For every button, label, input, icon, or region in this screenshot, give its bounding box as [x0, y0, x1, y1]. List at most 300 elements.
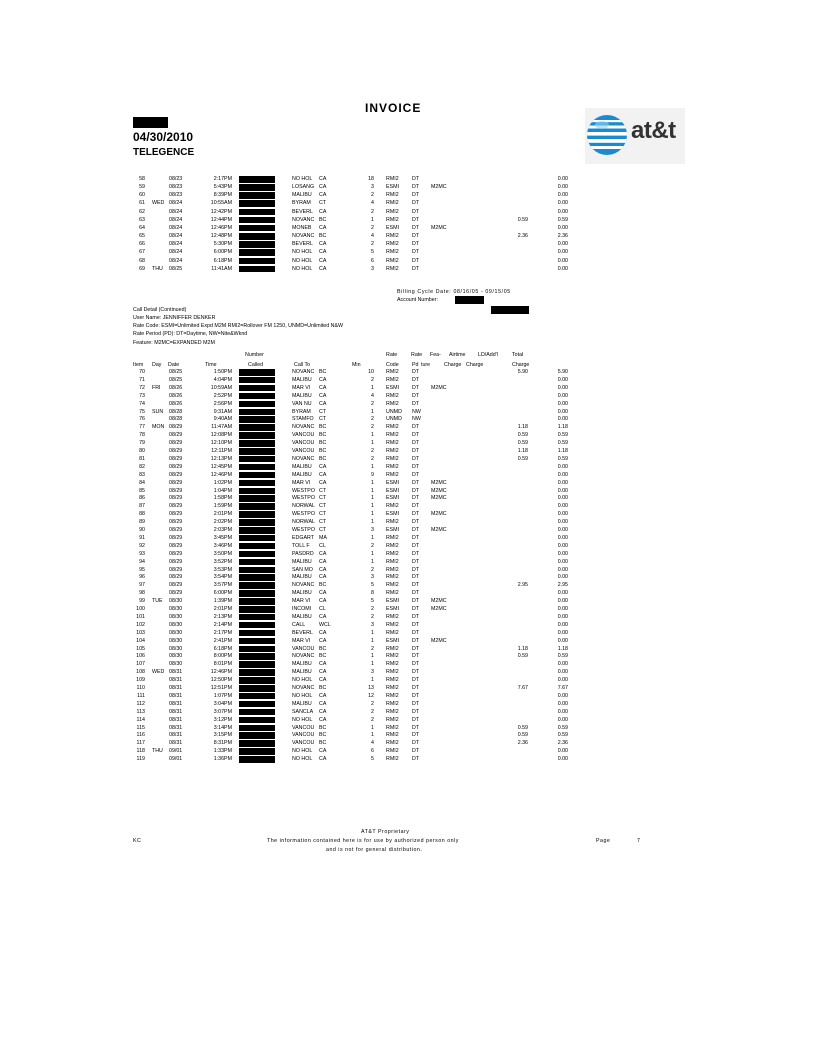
redacted-number [239, 209, 275, 216]
redacted-number [239, 622, 275, 629]
cell-pd: DT [412, 184, 420, 191]
cell-item: 82 [139, 463, 145, 470]
cell-state: CA [319, 184, 327, 191]
cell-date: 08/30 [169, 598, 183, 605]
cell-total: 5.90 [557, 369, 568, 375]
cell-called: NO HOL [292, 265, 313, 272]
cell-pd: DT [412, 200, 420, 207]
cell-code: ESMI [386, 479, 399, 486]
cell-code: RMI2 [386, 208, 399, 215]
cell-date: 08/30 [169, 606, 183, 612]
footer-page-label: Page [596, 838, 611, 844]
cell-code: ESMI [386, 511, 399, 518]
cell-called: SANCLA [292, 708, 314, 715]
cell-pd: DT [412, 700, 420, 707]
table-row [0, 669, 816, 676]
cell-time: 12:10PM [210, 440, 232, 447]
cell-called: EDGART [292, 534, 314, 541]
cell-called: PASDRD [292, 550, 314, 557]
cell-min: 5 [371, 756, 374, 763]
cell-pd: DT [412, 233, 420, 240]
cell-time: 5:30PM [213, 241, 232, 248]
cell-called: NOVANC [292, 424, 315, 431]
cell-pd: DT [412, 661, 420, 668]
cell-called: VANCOU [292, 645, 315, 652]
cell-date: 08/29 [169, 432, 183, 439]
cell-pd: DT [412, 495, 420, 502]
cell-date: 08/30 [169, 661, 183, 668]
table-row [0, 527, 816, 534]
cell-pd: DT [412, 471, 420, 478]
cell-pd: DT [412, 400, 420, 407]
redacted-number [239, 217, 275, 224]
cell-item: 106 [136, 653, 145, 660]
cell-time: 8:31PM [213, 740, 232, 747]
cell-state: CT [319, 527, 327, 533]
table-row [0, 622, 816, 629]
cell-code: RMI2 [386, 392, 399, 399]
cell-item: 109 [136, 677, 145, 684]
cell-pd: DT [412, 432, 420, 439]
cell-code: RMI2 [386, 621, 399, 628]
cell-pd: NW [412, 416, 421, 423]
cell-time: 12:46PM [210, 224, 232, 231]
detail-line-5: Feature: M2MC=EXPANDED M2M [133, 340, 215, 346]
cell-pd: DT [412, 463, 420, 470]
table-row [0, 258, 816, 265]
cell-called: LOSANG [292, 184, 315, 191]
invoice-title: INVOICE [365, 101, 422, 115]
cell-total: 0.00 [557, 566, 568, 573]
cell-day: THU [152, 748, 163, 755]
cell-called: VANCOU [292, 440, 315, 447]
cell-item: 116 [136, 732, 145, 739]
redacted-number [239, 385, 275, 392]
table-row [0, 176, 816, 183]
cell-state: CA [319, 550, 327, 557]
table-row [0, 748, 816, 755]
cell-total: 2.95 [557, 582, 568, 589]
cell-code: ESMI [386, 495, 399, 502]
redacted-number [239, 574, 275, 581]
cell-date: 08/24 [169, 241, 183, 248]
cell-pd: DT [412, 527, 420, 533]
cell-pd: DT [412, 479, 420, 486]
cell-time: 3:45PM [213, 534, 232, 541]
cell-item: 76 [139, 416, 145, 423]
cell-date: 08/29 [169, 550, 183, 557]
cell-date: 08/29 [169, 495, 183, 502]
cell-code: RMI2 [386, 629, 399, 636]
redacted-number [239, 669, 275, 676]
cell-code: RMI2 [386, 613, 399, 620]
cell-code: RMI2 [386, 534, 399, 541]
cell-pd: DT [412, 724, 420, 731]
table-row [0, 614, 816, 621]
cell-time: 2:52PM [213, 392, 232, 399]
cell-code: RMI2 [386, 582, 399, 589]
cell-total: 0.00 [557, 503, 568, 510]
cell-pd: DT [412, 265, 420, 272]
cell-called: MALIBU [292, 590, 312, 597]
cell-total: 0.00 [557, 479, 568, 486]
redacted-number [239, 225, 275, 232]
cell-min: 5 [371, 249, 374, 256]
cell-state: CA [319, 400, 327, 407]
cell-pd: DT [412, 692, 420, 699]
cell-time: 1:33PM [213, 748, 232, 755]
cell-state: BC [319, 724, 327, 731]
cell-item: 68 [139, 257, 145, 264]
cell-date: 08/29 [169, 455, 183, 462]
cell-state: BC [319, 424, 327, 431]
cell-day: TUE [152, 598, 163, 605]
cell-pd: DT [412, 677, 420, 684]
redacted-number [239, 424, 275, 431]
cell-code: RMI2 [386, 550, 399, 557]
redacted-number [239, 638, 275, 645]
cell-state: CA [319, 661, 327, 668]
cell-state: CA [319, 176, 327, 182]
cell-code: RMI2 [386, 176, 399, 182]
cell-date: 08/29 [169, 566, 183, 573]
table-row [0, 598, 816, 605]
redacted-number [239, 249, 275, 256]
cell-pd: DT [412, 629, 420, 636]
cell-time: 8:01PM [213, 661, 232, 668]
cell-air: 0.59 [517, 455, 528, 462]
cell-total: 0.00 [557, 629, 568, 636]
cell-state: CT [319, 519, 327, 526]
cell-min: 12 [368, 692, 374, 699]
cell-state: BC [319, 455, 327, 462]
cell-min: 1 [371, 487, 374, 494]
cell-called: NO HOL [292, 176, 313, 182]
cell-called: VAN NU [292, 400, 312, 407]
table-row [0, 369, 816, 376]
cell-code: ESMI [386, 384, 399, 391]
cell-called: BYRAM [292, 408, 311, 415]
cell-air: 2.36 [517, 233, 528, 240]
cell-called: BYRAM [292, 200, 311, 207]
cell-date: 08/31 [169, 724, 183, 731]
cell-item: 103 [136, 629, 145, 636]
redacted-number [239, 377, 275, 384]
cell-date: 08/31 [169, 685, 183, 691]
cell-date: 08/31 [169, 740, 183, 747]
cell-date: 08/26 [169, 392, 183, 399]
table-row [0, 448, 816, 455]
cell-state: CA [319, 629, 327, 636]
cell-pd: DT [412, 716, 420, 723]
cell-called: WESTPO [292, 487, 315, 494]
redacted-number [239, 748, 275, 755]
cell-pd: DT [412, 732, 420, 739]
cell-total: 0.00 [557, 249, 568, 256]
header-charge2: Charge [466, 362, 484, 368]
invoice-date: 04/30/2010 [133, 130, 194, 144]
table-row [0, 756, 816, 763]
redacted-number [239, 369, 275, 376]
cell-code: RMI2 [386, 471, 399, 478]
cell-pd: DT [412, 637, 420, 644]
cell-state: CA [319, 384, 327, 391]
cell-min: 3 [371, 669, 374, 676]
cell-pd: DT [412, 558, 420, 565]
detail-line-4: Rate Period (PD): DT=Daytime, NW=Nite&Wknd [133, 331, 248, 337]
cell-feat: M2MC [431, 224, 447, 231]
cell-time: 12:42PM [210, 208, 232, 215]
cell-state: BC [319, 448, 327, 454]
cell-called: NO HOL [292, 257, 313, 264]
logo-text: at&t [631, 117, 676, 144]
cell-date: 08/24 [169, 224, 183, 231]
cell-code: RMI2 [386, 645, 399, 652]
table-row [0, 661, 816, 668]
cell-code: RMI2 [386, 685, 399, 691]
table-row [0, 630, 816, 637]
cell-item: 63 [139, 216, 145, 223]
cell-time: 1:36PM [213, 756, 232, 763]
cell-item: 111 [136, 692, 145, 699]
cell-called: MALIBU [292, 669, 312, 676]
cell-date: 08/28 [169, 416, 183, 423]
table-row [0, 464, 816, 471]
cell-time: 12:11PM [211, 448, 232, 454]
cell-total: 0.00 [557, 708, 568, 715]
cell-state: CA [319, 637, 327, 644]
cell-feat: M2MC [431, 495, 447, 502]
cell-time: 1:58PM [213, 495, 232, 502]
header-date: Date [168, 362, 180, 368]
cell-date: 08/23 [169, 192, 183, 199]
cell-time: 6:00PM [213, 249, 232, 256]
cell-called: VANCOU [292, 740, 315, 747]
cell-item: 66 [139, 241, 145, 248]
table-row [0, 416, 816, 423]
cell-min: 1 [371, 637, 374, 644]
cell-item: 70 [139, 369, 145, 375]
cell-total: 0.00 [557, 613, 568, 620]
redacted-number [239, 258, 275, 265]
cell-feat: M2MC [431, 598, 447, 605]
cell-called: MALIBU [292, 558, 312, 565]
cell-total: 0.00 [557, 224, 568, 231]
cell-pd: DT [412, 613, 420, 620]
cell-pd: DT [412, 708, 420, 715]
cell-date: 08/29 [169, 511, 183, 518]
cell-pd: DT [412, 376, 420, 383]
cell-state: CA [319, 756, 327, 763]
att-logo [585, 108, 685, 164]
cell-code: RMI2 [386, 455, 399, 462]
cell-item: 118 [136, 748, 145, 755]
cell-date: 08/29 [169, 590, 183, 597]
cell-item: 97 [139, 582, 145, 589]
cell-code: RMI2 [386, 716, 399, 723]
cell-item: 114 [136, 716, 145, 723]
cell-time: 3:57PM [213, 582, 232, 589]
cell-called: MALIBU [292, 700, 312, 707]
cell-date: 08/24 [169, 233, 183, 240]
cell-air: 2.36 [517, 740, 528, 747]
table-row [0, 440, 816, 447]
cell-pd: DT [412, 685, 420, 691]
cell-date: 08/24 [169, 249, 183, 256]
cell-date: 08/30 [169, 621, 183, 628]
cell-called: MAR VI [292, 598, 311, 605]
redacted-number [239, 598, 275, 605]
cell-total: 0.00 [557, 376, 568, 383]
cell-item: 61 [139, 200, 145, 207]
cell-date: 08/29 [169, 440, 183, 447]
cell-min: 13 [368, 685, 374, 691]
cell-pd: DT [412, 455, 420, 462]
header-code: Code [386, 362, 399, 368]
cell-min: 1 [371, 408, 374, 415]
table-row [0, 472, 816, 479]
cell-code: RMI2 [386, 463, 399, 470]
cell-pd: DT [412, 392, 420, 399]
cell-time: 2:56PM [213, 400, 232, 407]
cell-feat: M2MC [431, 606, 447, 612]
cell-state: BC [319, 432, 327, 439]
cell-item: 89 [139, 519, 145, 526]
cell-code: RMI2 [386, 558, 399, 565]
cell-item: 59 [139, 184, 145, 191]
cell-min: 18 [368, 176, 374, 182]
redacted-number [239, 551, 275, 558]
cell-total: 0.00 [557, 700, 568, 707]
cell-min: 5 [371, 598, 374, 605]
cell-item: 86 [139, 495, 145, 502]
table-row [0, 646, 816, 653]
cell-state: CA [319, 748, 327, 755]
cell-min: 4 [371, 233, 374, 240]
cell-called: VANCOU [292, 724, 315, 731]
cell-total: 0.59 [557, 455, 568, 462]
cell-item: 81 [139, 455, 145, 462]
cell-item: 75 [139, 408, 145, 415]
cell-state: CT [319, 408, 327, 415]
cell-state: BC [319, 369, 327, 375]
cell-date: 08/25 [169, 265, 183, 272]
cell-pd: DT [412, 192, 420, 199]
cell-min: 1 [371, 661, 374, 668]
cell-time: 2:03PM [213, 527, 232, 533]
cell-called: NORWAL [292, 519, 315, 526]
cell-total: 2.36 [557, 740, 568, 747]
cell-state: CA [319, 708, 327, 715]
table-row [0, 377, 816, 384]
redacted-number [239, 503, 275, 510]
cell-total: 1.18 [557, 448, 568, 454]
cell-min: 2 [371, 566, 374, 573]
cell-code: RMI2 [386, 542, 399, 549]
cell-state: BC [319, 216, 327, 223]
cell-pd: DT [412, 748, 420, 755]
redacted-number [239, 184, 275, 191]
cell-code: RMI2 [386, 708, 399, 715]
cell-item: 113 [136, 708, 145, 715]
cell-min: 2 [371, 455, 374, 462]
table-row [0, 559, 816, 566]
cell-total: 0.00 [557, 192, 568, 199]
cell-code: RMI2 [386, 590, 399, 597]
cell-pd: DT [412, 440, 420, 447]
cell-feat: M2MC [431, 384, 447, 391]
footer-distribution: and is not for general distribution. [326, 847, 423, 853]
cell-state: CA [319, 249, 327, 256]
cell-called: NOVANC [292, 216, 315, 223]
cell-time: 12:46PM [210, 471, 232, 478]
cell-item: 87 [139, 503, 145, 510]
cell-item: 105 [136, 645, 145, 652]
cell-pd: DT [412, 216, 420, 223]
cell-date: 08/29 [169, 463, 183, 470]
cell-called: NORWAL [292, 503, 315, 510]
cell-time: 3:15PM [213, 732, 232, 739]
cell-time: 12:51PM [210, 685, 232, 691]
cell-day: WED [152, 669, 165, 676]
cell-called: MONEB [292, 224, 312, 231]
cell-code: RMI2 [386, 740, 399, 747]
cell-min: 1 [371, 724, 374, 731]
table-row [0, 488, 816, 495]
cell-called: NOVANC [292, 685, 315, 691]
cell-air: 0.59 [517, 732, 528, 739]
cell-total: 0.00 [557, 408, 568, 415]
redacted-number [239, 543, 275, 550]
cell-air: 1.18 [517, 448, 528, 454]
cell-time: 11:41AM [211, 265, 232, 272]
redacted-number [239, 401, 275, 408]
cell-item: 91 [139, 534, 145, 541]
cell-called: NO HOL [292, 756, 313, 763]
cell-min: 2 [371, 645, 374, 652]
cell-code: RMI2 [386, 692, 399, 699]
table-row [0, 725, 816, 732]
cell-min: 3 [371, 184, 374, 191]
footer-page-number: 7 [637, 838, 641, 844]
header-fea: Fea- [430, 352, 441, 358]
cell-min: 1 [371, 677, 374, 684]
cell-item: 110 [136, 685, 145, 691]
redacted-number [239, 200, 275, 207]
redacted-number [239, 567, 275, 574]
cell-code: ESMI [386, 184, 399, 191]
redacted-number [239, 448, 275, 455]
table-row [0, 677, 816, 684]
cell-called: CALL [292, 621, 306, 628]
cell-item: 88 [139, 511, 145, 518]
cell-date: 08/30 [169, 645, 183, 652]
cell-state: CT [319, 487, 327, 494]
cell-pd: DT [412, 519, 420, 526]
cell-date: 08/24 [169, 216, 183, 223]
account-label: Account Number: [397, 297, 438, 303]
cell-state: BC [319, 740, 327, 747]
cell-total: 0.00 [557, 558, 568, 565]
cell-called: NOVANC [292, 582, 315, 589]
table-row [0, 456, 816, 463]
cell-code: RMI2 [386, 677, 399, 684]
redacted-number [239, 464, 275, 471]
cell-item: 79 [139, 440, 145, 447]
cell-date: 08/23 [169, 184, 183, 191]
table-row [0, 567, 816, 574]
cell-date: 08/25 [169, 369, 183, 375]
